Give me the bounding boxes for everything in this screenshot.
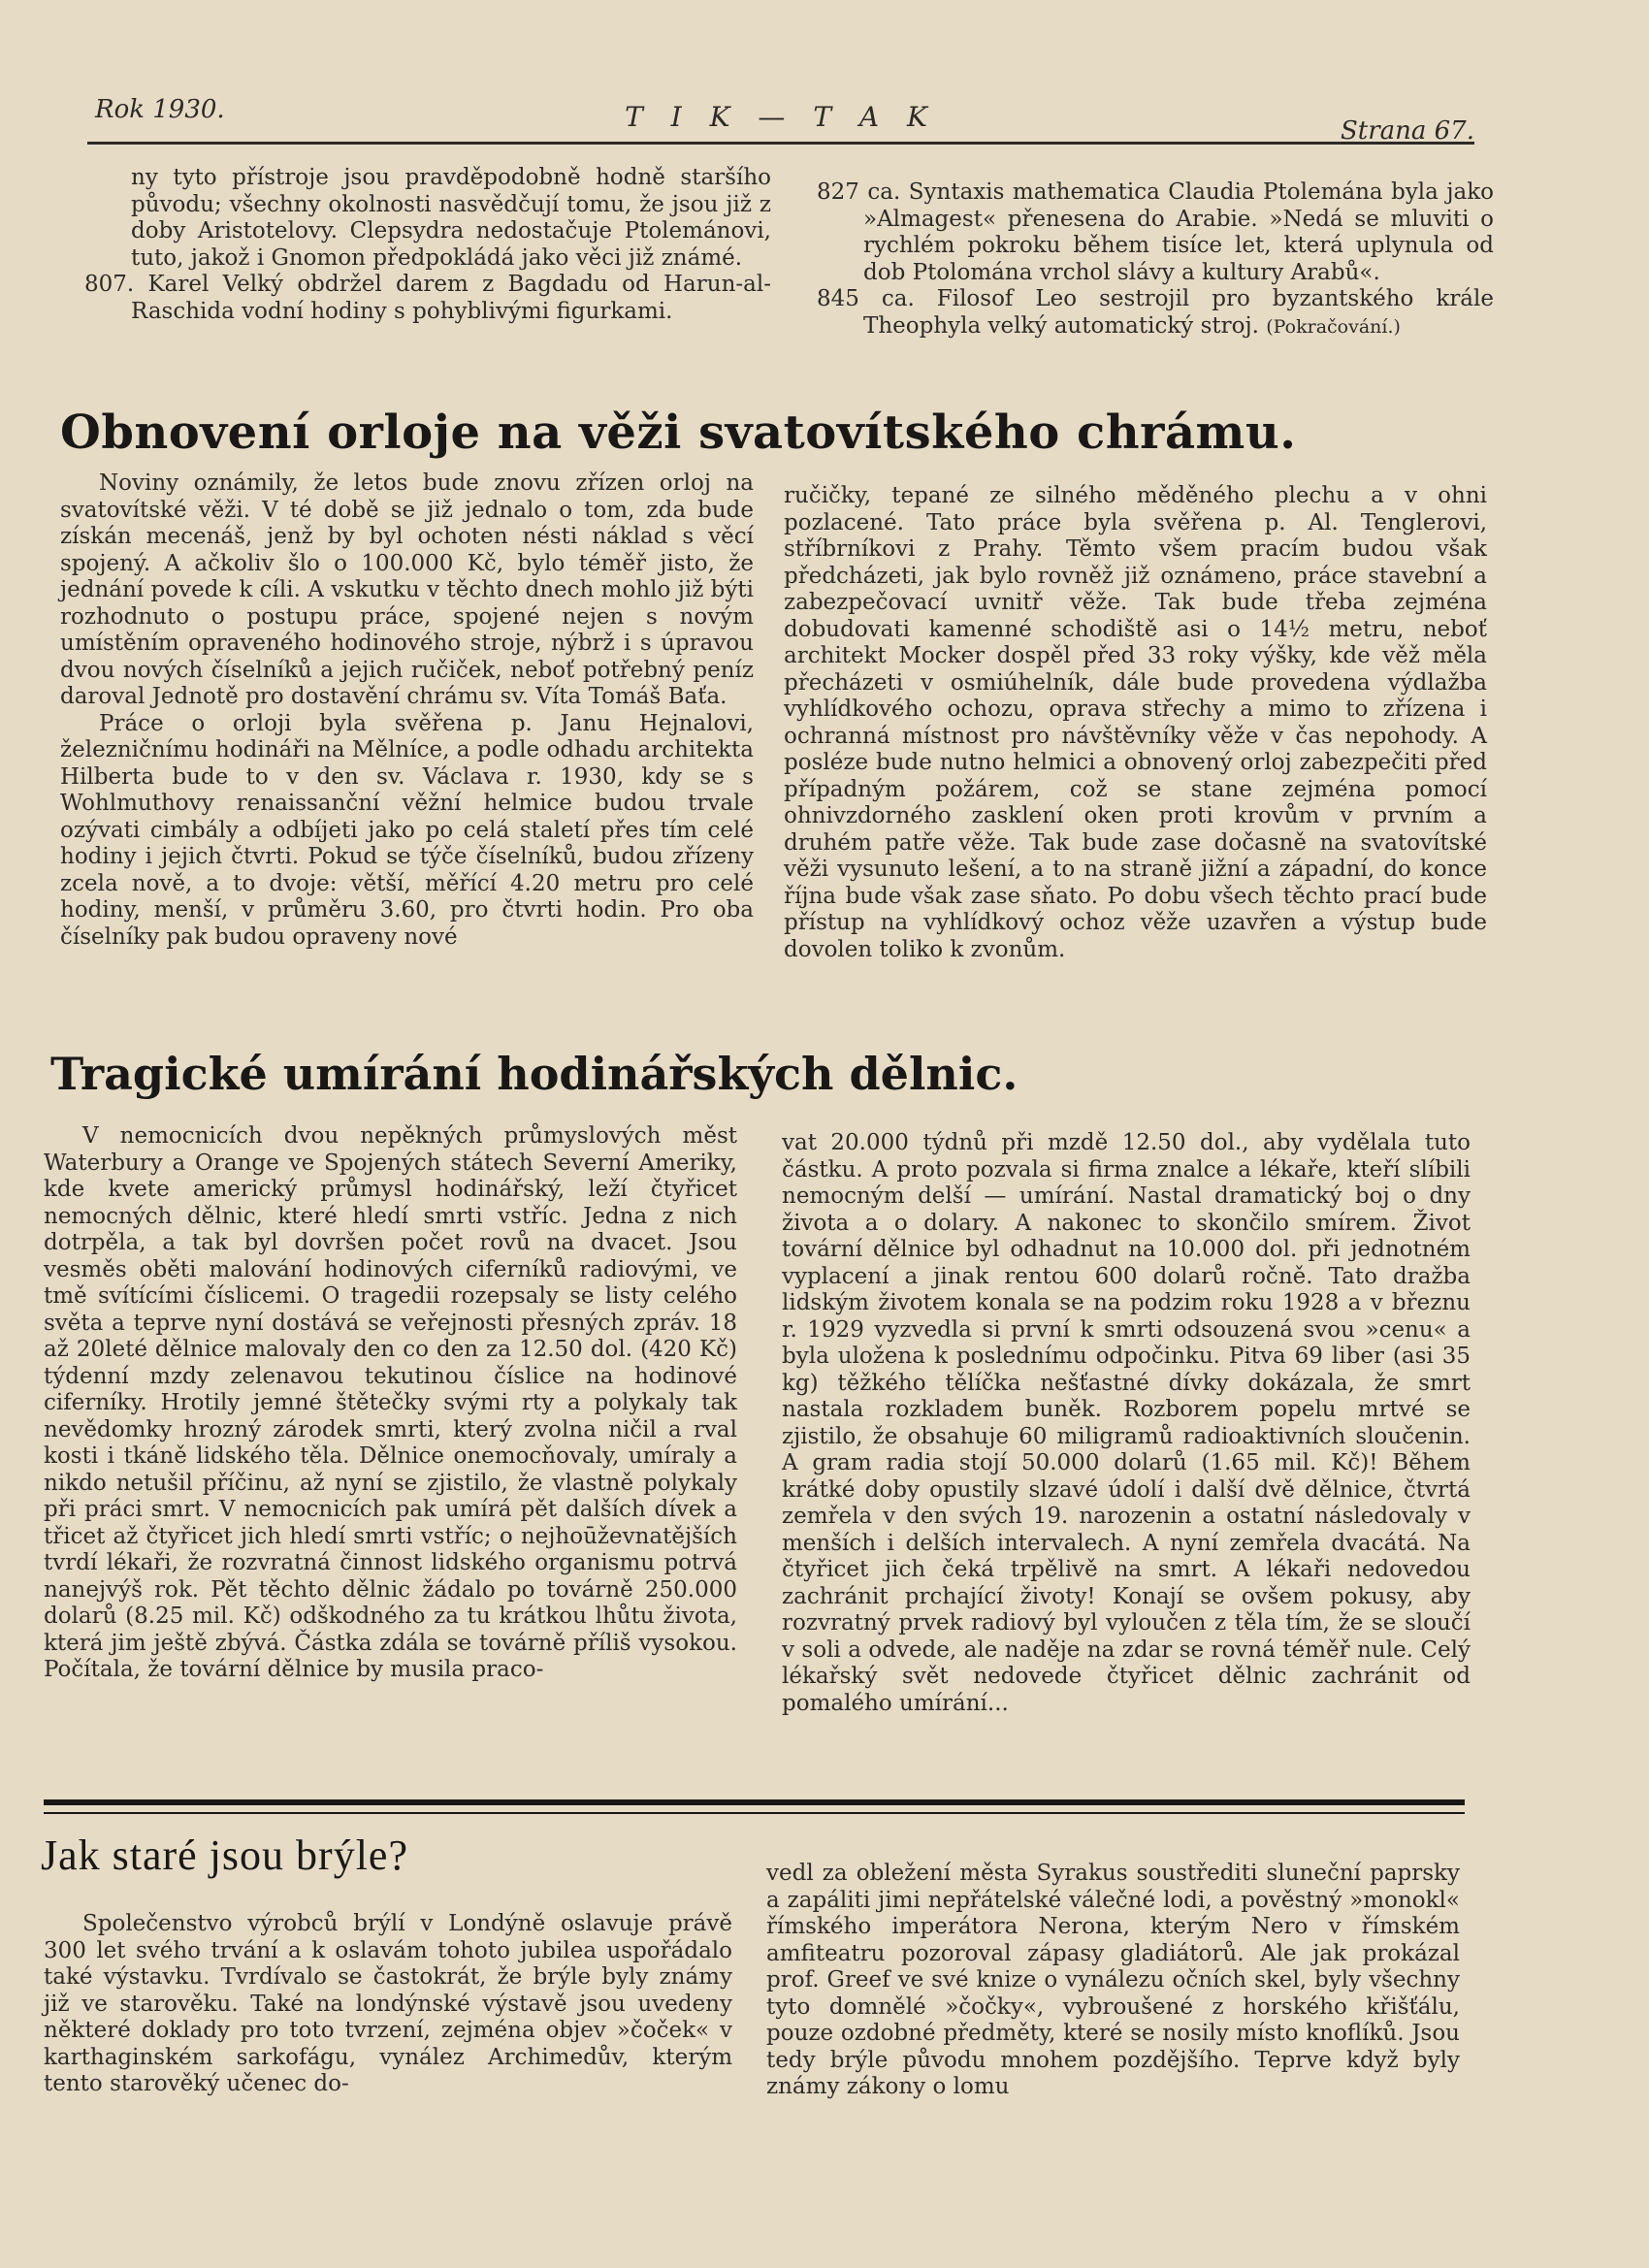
article-orloj-right-column	[784, 483, 1487, 963]
continued-note: (Pokračování.)	[1266, 315, 1401, 338]
timeline-entry-845	[805, 286, 1494, 340]
article-title-radium-girls: Tragické umírání hodinářských dělnic.	[50, 1048, 1018, 1100]
article-glasses-paragraph: vedl za obležení města Syrakus soustřediti sluneční paprsky a zapáliti jimi nepřátelské válečné lodi, a pověstný »monokl« římského imperátora Nerona, kterým Nero v římském amfiteatru pozoroval zápasy gladiátorů. Ale jak prokázal prof. Greef ve své knize o vynálezu očních skel, byly všechny tyto domnělé »čočky«, vybroušené z horského křišťálu, pouze ozdobné předměty, které se nosily místo knoflíků. Jsou tedy brýle původu mnohem pozdějšího. Teprve když byly známy zákony o lomu	[766, 1861, 1460, 2099]
article-glasses-left-column	[44, 1911, 732, 2098]
article-orloj-paragraph: ručičky, tepané ze silného měděného plechu a v ohni pozlacené. Tato práce byla svěřena p. Al. Tenglerovi, stříbrníkovi z Prahy. Těmto všem pracím budou však předcházeti, jak bylo rovněž již oznámeno, práce stavební a zabezpečovací uvnitř věže. Tak bude třeba zejména dobudovati kamenné schodiště asi o 14½ metru, neboť architekt Mocker dospěl před 33 roky výšky, kde věž měla přecházeti v osmiúhelník, dále bude provedena výdlažba vyhlídkového ochozu, oprava střechy a mimo to zřízena i ochranná místnost pro návštěvníky věže v čas nepohody. A posléze bude nutno helmici a obnovený orloj zabezpečiti před případným požárem, což se stane zejména pomocí ohnivzdorného zasklení oken proti krovům v prvním a druhém patře věže. Tak bude zase dočasně na svatovítské věži vysunuto lešení, a to na straně jižní a západní, do konce října bude však zase sňato. Po dobu všech těchto prací bude přístup na vyhlídkový ochoz věže uzavřen a výstup bude dovolen toliko k zvonům.	[784, 483, 1487, 962]
section-divider-thin	[44, 1812, 1465, 1814]
page-header	[87, 87, 1474, 145]
timeline-left-column	[73, 165, 771, 325]
article-title-orloj: Obnovení orloje na věži svatovítského chrámu.	[60, 405, 1297, 460]
timeline-entry-807: 807. Karel Velký obdržel darem z Bagdadu od Harun-al-Raschida vodní hodiny s pohyblivými figurkami.	[84, 272, 771, 324]
timeline-entry-827: 827 ca. Syntaxis mathematica Claudia Ptolemána byla jako »Almagest« přenesena do Arabie. »Nedá se mluviti o rychlém pokroku během tisíce let, která uplynula od dob Ptolomána vrchol slávy a kultury Arabů«.	[817, 179, 1494, 285]
article-orloj-paragraph: Noviny oznámily, že letos bude znovu zřízen orloj na svatovítské věži. V té době se již jednalo o tom, zda bude získán mecenáš, jenž by byl ochoten nésti náklad s věcí spojený. A ačkoliv šlo o 100.000 Kč, bylo téměř jisto, že jednání povede k cíli. A vskutku v těchto dnech mohlo již býti rozhodnuto o postupu práce, spojené nejen s novým umístěním opraveného hodinového stroje, nýbrž i s úpravou dvou nových číselníků a jejich ručiček, neboť potřebný peníz daroval Jednotě pro dostavění chrámu sv. Víta Tomáš Baťa.	[60, 470, 754, 709]
article-glasses-right-column	[766, 1861, 1460, 2101]
header-title: T I K — T A K	[625, 101, 937, 133]
article-glasses-paragraph: Společenstvo výrobců brýlí v Londýně oslavuje právě 300 let svého trvání a k oslavám tohoto jubilea uspořádalo také výstavku. Tvrdívalo se častokrát, že brýle byly známy již ve starověku. Také na londýnské výstavě jsou uvedeny některé doklady pro toto tvrzení, zejména objev »čoček« v karthaginském sarkofágu, vynález Archimedův, kterým tento starověký učenec do-	[44, 1911, 732, 2096]
article-radium-paragraph: V nemocnicích dvou nepěkných průmyslových měst Waterbury a Orange ve Spojených státech Severní Ameriky, kde kvete americký průmysl hodinářský, leží čtyřicet nemocných dělnic, které hledí smrti vstříc. Jedna z nich dotrpěla, a tak byl dovršen počet rovů na dvacet. Jsou vesměs oběti malování hodinových ciferníků radiovými, ve tmě svítícími číslicemi. O tragedii rozepsaly se listy celého světa a teprve nyní dostává se veřejnosti přesných zpráv. 18 až 20leté dělnice malovaly den co den za 12.50 dol. (420 Kč) týdenní mzdy zelenavou tekutinou číslice na hodinové ciferníky. Hrotily jemné štětečky svými rty a polykaly tak nevědomky hrozný zárodek smrti, který zvolna ničil a rval kosti i tkáně lidského těla. Dělnice onemocňovaly, umíraly a nikdo netušil příčinu, až nyní se zjistilo, že vlastně polykaly při práci smrt. V nemocnicích pak umírá pět dalších dívek a třicet až čtyřicet jich hledí smrti vstříc; o nejhoūževnatějších tvrdí lékaři, že rozvratná činnost lidského organismu potrvá nanejvýš rok. Pět těchto dělnic žádalo po továrně 250.000 dolarů (8.25 mil. Kč) odškodného za tu krátkou lhůtu života, která jim ještě zbývá. Částka zdála se továrně příliš vysokou. Počítala, že tovární dělnice by musila praco-	[44, 1123, 737, 1682]
article-radium-paragraph: vat 20.000 týdnů při mzdě 12.50 dol., aby vydělala tuto částku. A proto pozvala si firma znalce a lékaře, kteří slíbili nemocným delší — umírání. Nastal dramatický boj o dny života a o dolary. A nakonec to skončilo smírem. Život tovární dělnice byl odhadnut na 10.000 dol. při jednotném vyplacení a jinak rentou 600 dolarů ročně. Tato dražba lidským životem konala se na podzim roku 1928 a v březnu r. 1929 vyzvedla si první k smrti odsouzená svou »cenu« a byla uložena k poslednímu odpočinku. Pitva 69 liber (asi 35 kg) těžkého tělíčka nešťastné dívky dokázala, že smrt nastala rozkladem buněk. Rozborem popelu mrtvé se zjistilo, že obsahuje 60 miligramů radioaktivních sloučenin. A gram radia stojí 50.000 dolarů (1.65 mil. Kč)! Během krátké doby opustily slzavé údolí i další dvě dělnice, čtvrtá zemřela v den svých 19. narozenin a ostatní následovaly v menších i delších intervalech. A nyní zemřela dvacátá. Na čtyřicet jich čeká trpělivě na smrt. A lékaři nedovedou zachránit prchající životy! Konají se ovšem pokusy, aby rozvratný prvek radiový byl vyloučen z těla tím, že se sloučí v soli a odvede, ale naděje na zdar se rovná téměř nule. Celý lékařský svět nedovede čtyřicet dělnic zachránit od pomalého umírání...	[782, 1130, 1471, 1716]
timeline-entry-845-text: 845 ca. Filosof Leo sestrojil pro byzantského krále Theophyla velký automatický stroj.	[817, 286, 1494, 339]
timeline-right-column	[805, 179, 1494, 340]
header-page-number: Strana 67.	[1340, 116, 1474, 146]
article-title-glasses: Jak staré jsou brýle?	[41, 1831, 408, 1879]
article-radium-left-column	[44, 1123, 737, 1684]
article-radium-right-column	[782, 1130, 1471, 1717]
section-divider	[44, 1799, 1465, 1805]
article-orloj-paragraph: Práce o orloji byla svěřena p. Janu Hejnalovi, železničnímu hodináři na Mělníce, a podle odhadu architekta Hilberta bude to v den sv. Václava r. 1930, kdy se s Wohlmuthovy renaissanční věžní helmice budou trvale ozývati cimbály a odbíjeti jako po celá staletí přes tím celé hodiny i jejich čtvrti. Pokud se týče číselníků, budou zřízeny zcela nově, a to dvoje: větší, měřící 4.20 metru pro celé hodiny, menší, v průměru 3.60, pro čtvrti hodin. Pro oba číselníky pak budou opraveny nové	[60, 710, 754, 950]
article-orloj-left-column	[60, 470, 754, 951]
header-year: Rok 1930.	[95, 95, 225, 124]
timeline-continuation: ny tyto přístroje jsou pravděpodobně hodně staršího původu; všechny okolnosti nasvědčují tomu, že jsou již z doby Aristotelovy. Clepsydra nedostačuje Ptolemánovi, tuto, jakož i Gnomon předpokládá jako věci již známé.	[131, 165, 771, 271]
